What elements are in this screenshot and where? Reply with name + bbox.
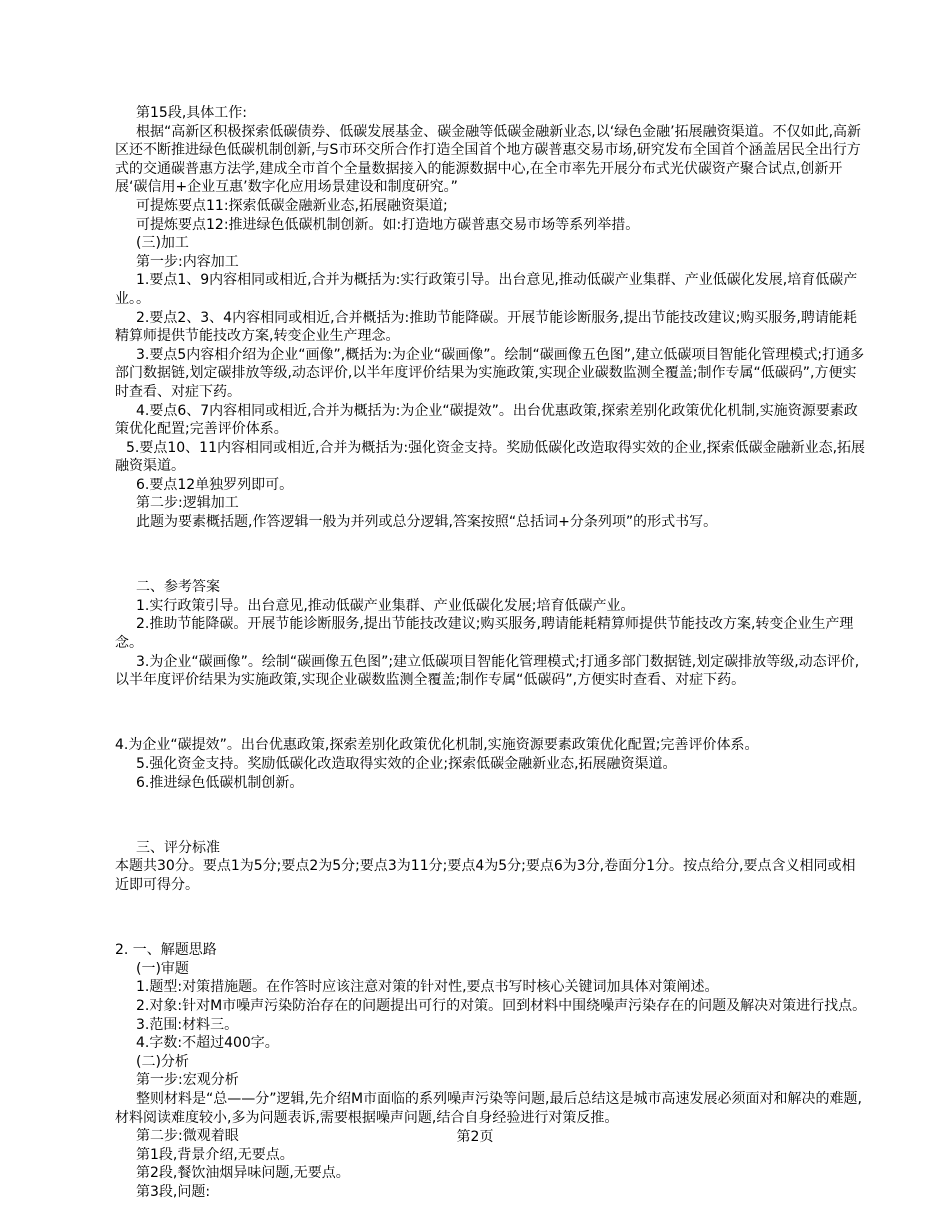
paragraph: 2.推助节能降碳。开展节能诊断服务,提出节能技改建议;购买服务,聘请能耗精算师提供节能技改方案,转变企业生产理念。: [115, 616, 854, 652]
blank-line: [115, 909, 867, 928]
paragraph: 第一步:宏观分析: [136, 1072, 239, 1089]
paragraph: 3.为企业“碳画像”。绘制“碳画像五色图”;建立低碳项目智能化管理模式;打通多部门数据链,划定碳排放等级,动态评价,以半年度评价结果为实施政策,实现企业碳数监测全覆盖;制作专属“低碳码”,方便实时查看、对症下药。: [115, 653, 860, 689]
paragraph: 2.对象:针对M市噪声污染防治存在的问题提出可行的对策。回到材料中围绕噪声污染存在的问题及解决对策进行找点。: [136, 997, 867, 1014]
paragraph: 整则材料是“总——分”逻辑,先介绍M市面临的系列噪声污染等问题,最后总结这是城市高速发展必须面对和解决的难题,材料阅读难度较小,多为问题表诉,需要根据噪声问题,结合自身经验进行对策反推。: [115, 1090, 862, 1126]
paragraph: 第15段,具体工作:: [136, 105, 247, 121]
paragraph: 第二步:逻辑加工: [136, 495, 239, 512]
paragraph: 可提炼要点11:探索低碳金融新业态,拓展融资渠道;: [136, 197, 448, 214]
paragraph: 可提炼要点12:推进绿色低碳机制创新。如:打造地方碳普惠交易市场等系列举措。: [136, 216, 640, 233]
paragraph: 6.要点12单独罗列即可。: [136, 476, 294, 493]
paragraph: 6.推进绿色低碳机制创新。: [136, 774, 304, 791]
paragraph: 第3段,问题:: [136, 1183, 211, 1200]
document-body: [115, 104, 867, 1201]
paragraph: 第一步:内容加工: [136, 253, 239, 270]
paragraph: 根据“高新区积极探索低碳债券、低碳发展基金、碳金融等低碳金融新业态,以‘绿色金融’拓展融资渠道。不仅如此,高新区还不断推进绿色低碳机制创新,与S市环交所合作打造全国首个地方碳普惠交易市场,研究发布全国首个涵盖居民全出行方式的交通碳普惠方法学,建成全市首个全量数据接入的能源数据中心,在全市率先开展分布式光伏碳资产聚合试点,创新开展‘碳信用+企业互惠’数字化应用场景建设和制度研究。”: [115, 123, 862, 196]
paragraph: 3.范围:材料三。: [136, 1016, 239, 1033]
paragraph: 2. 一、解题思路: [115, 942, 217, 959]
blank-line: [115, 806, 867, 825]
paragraph: 4.为企业“碳提效”。出台优惠政策,探索差别化政策优化机制,实施资源要素政策优化配置;完善评价体系。: [115, 737, 759, 754]
paragraph: 第二步:微观着眼: [136, 1128, 239, 1145]
paragraph: 4.字数:不超过400字。: [136, 1035, 279, 1052]
paragraph: 二、参考答案: [136, 579, 220, 596]
paragraph: (三)加工: [136, 235, 189, 252]
paragraph: 5.强化资金支持。奖励低碳化改造取得实效的企业;探索低碳金融新业态,拓展融资渠道。: [136, 756, 677, 772]
paragraph: 2.要点2、3、4内容相同或相近,合并概括为:推助节能降碳。开展节能诊断服务,提出节能技改建议;购买服务,聘请能耗精算师提供节能技改方案,转变企业生产理念。: [115, 309, 857, 345]
blank-line: [115, 704, 867, 723]
paragraph: 5.要点10、11内容相同或相近,合并为概括为:强化资金支持。奖励低碳化改造取得实效的企业,探索低碳金融新业态,拓展融资渠道。: [115, 439, 866, 475]
paragraph: 第2段,餐饮油烟异味问题,无要点。: [136, 1165, 350, 1182]
paragraph: 本题共30分。要点1为5分;要点2为5分;要点3为11分;要点4为5分;要点6为3分,卷面分1分。按点给分,要点含义相同或相近即可得分。: [115, 858, 856, 893]
paragraph: 1.题型:对策措施题。在作答时应该注意对策的针对性,要点书写时核心关键词加具体对策阐述。: [136, 979, 719, 996]
paragraph: 1.实行政策引导。出台意见,推动低碳产业集群、产业低碳化发展;培育低碳产业。: [136, 597, 635, 614]
paragraph: 此题为要素概括题,作答逻辑一般为并列或总分逻辑,答案按照“总括词+分条列项”的形式书写。: [136, 514, 718, 531]
paragraph: 1.要点1、9内容相同或相近,合并为概括为:实行政策引导。出台意见,推动低碳产业集群、产业低碳化发展,培育低碳产业。。: [115, 272, 858, 307]
paragraph: (二)分析: [136, 1053, 189, 1070]
paragraph: 3.要点5内容相介绍为企业“画像”,概括为:为企业“碳画像”。绘制“碳画像五色图”,建立低碳项目智能化管理模式;打通多部门数据链,划定碳排放等级,动态评价,以半年度评价结果为实施政策,实现企业碳数监测全覆盖;制作专属“低碳码”,方便实时查看、对症下药。: [115, 346, 865, 400]
paragraph: 4.要点6、7内容相同或相近,合并为概括为:为企业“碳提效”。出台优惠政策,探索差别化政策优化机制,实施资源要素政策优化配置;完善评价体系。: [115, 402, 858, 438]
page-number: 第2页: [456, 1129, 494, 1145]
blank-line: [115, 546, 867, 565]
paragraph: (一)审题: [136, 960, 189, 977]
paragraph: 第1段,背景介绍,无要点。: [136, 1146, 294, 1163]
paragraph: 三、评分标准: [136, 839, 220, 856]
